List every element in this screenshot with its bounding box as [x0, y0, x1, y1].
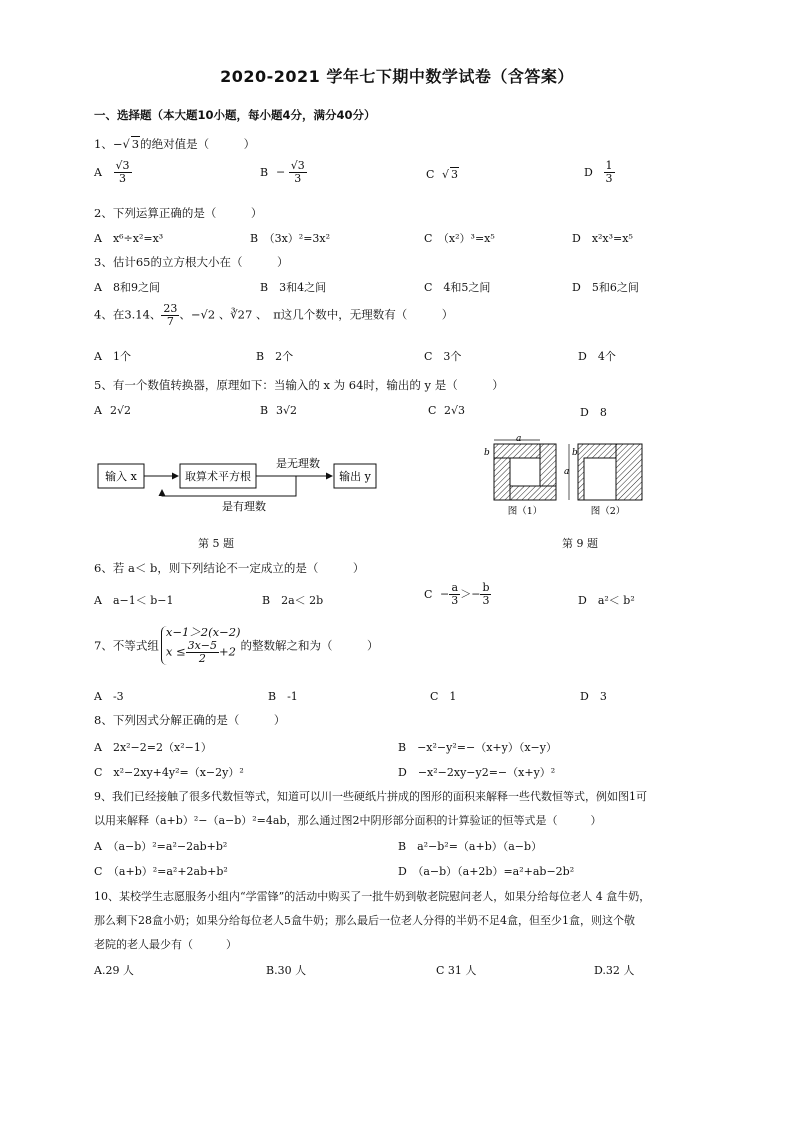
q6-option-b: B 2a＜ 2b	[262, 594, 324, 607]
fig1-a-label: a	[516, 434, 522, 444]
identity-figures	[480, 434, 660, 522]
q10-option-c: C 31 人	[436, 964, 477, 977]
flow-diagram	[96, 452, 386, 518]
q9-option-b: B a²−b²=（a+b）（a−b）	[398, 840, 543, 853]
q9-option-a: A （a−b）²=a²−2ab+b²	[94, 840, 228, 853]
q2-option-c: C （x²）³=x⁵	[424, 232, 495, 245]
q3-option-d: D 5和6之间	[572, 281, 639, 294]
question-10-line2: 那么剩下28盒小奶；如果分给每位老人5盒牛奶；那么最后一位老人分得的半奶不足4盒，但至少1盒，则这个敬	[94, 914, 635, 927]
question-4-stem: 4、在3.14、 $\frac{23}{7}$ 、−√2 、∛27 、 π这几个数中，无理数有（ ）	[94, 302, 454, 329]
q2-option-b: B （3x）²=3x²	[250, 232, 331, 245]
q7-option-a: A -3	[94, 690, 124, 703]
inequality-system: x−1＞2(x−2) x ≤ $\frac{3x-5}{2}$ +2	[161, 626, 241, 665]
question-5-stem: 5、有一个数值转换器，原理如下：当输入的 x 为 64时，输出的 y 是（ ）	[94, 378, 504, 392]
output-label: 输出 y	[339, 470, 371, 483]
question-8-stem: 8、下列因式分解正确的是（ ）	[94, 713, 286, 727]
rational-label: 是有理数	[222, 500, 266, 513]
q8-option-c: C x²−2xy+4y²=（x−2y）²	[94, 766, 244, 779]
fig2-b-label: b	[572, 448, 578, 458]
question-10-line3: 老院的老人最少有（ ）	[94, 938, 237, 951]
question-3-stem: 3、估计65的立方根大小在（ ）	[94, 255, 289, 269]
question-1-stem: 1、−√ 3的绝对值是（ ）	[94, 137, 256, 151]
q4-option-d: D 4个	[578, 350, 616, 363]
q5-option-b: B 3√2	[260, 404, 298, 417]
q5-option-a: A 2√2	[94, 404, 132, 417]
q10-option-b: B.30 人	[266, 964, 307, 977]
fig1-b-label: b	[484, 448, 490, 458]
q8-option-a: A 2x²−2=2（x²−1）	[94, 741, 212, 754]
q5-option-d: D 8	[580, 406, 607, 419]
question-9-line1: 9、我们已经接触了很多代数恒等式，知道可以川一些硬纸片拼成的图形的面积来解释一些代数恒等式，例如图1可	[94, 790, 647, 803]
q1-option-a: A $\frac{√3}{3}$	[94, 159, 130, 186]
question-2-stem: 2、下列运算正确的是（ ）	[94, 206, 263, 220]
q4-option-c: C 3个	[424, 350, 462, 363]
process-label: 取算术平方根	[185, 470, 251, 483]
question-6-stem: 6、若 a＜ b，则下列结论不一定成立的是（ ）	[94, 561, 365, 575]
q8-option-b: B −x²−y²=−（x+y）（x−y）	[398, 741, 557, 754]
figure-5-caption: 第 5 题	[198, 537, 234, 550]
q3-option-c: C 4和5之间	[424, 281, 491, 294]
input-label: 输入 x	[105, 470, 137, 483]
question-9-line2: 以用来解释（a+b）²−（a−b）²=4ab，那么通过图2中阴形部分面积的计算验证的恒等式是（ ）	[94, 814, 602, 827]
q5-option-c: C 2√3	[428, 404, 466, 417]
q1-option-b: B − $\frac{√3}{3}$	[260, 159, 305, 186]
q6-option-a: A a−1＜ b−1	[94, 594, 174, 607]
fig2-caption: 图（2）	[590, 506, 626, 517]
q8-option-d: D −x²−2xy−y2=−（x+y）²	[398, 766, 556, 779]
q6-option-c: C − $\frac{a}{3}$ ＞− $\frac{b}{3}$	[424, 581, 490, 608]
q4-option-b: B 2个	[256, 350, 294, 363]
q1-option-d: D $\frac{1}{3}$	[584, 159, 613, 186]
q7-option-d: D 3	[580, 690, 607, 703]
question-10-line1: 10、某校学生志愿服务小组内“学雷锋”的活动中购买了一批牛奶到敬老院慰问老人，如果分给每位老人 4 盒牛奶，	[94, 890, 651, 903]
q2-option-d: D x²x³=x⁵	[572, 232, 633, 245]
irrational-label: 是无理数	[276, 457, 320, 470]
question-7-stem: 7、不等式组 x−1＞2(x−2) x ≤ $\frac{3x-5}{2}$ +2 的整数解之和为（ ）	[94, 625, 379, 665]
q6-option-d: D a²＜ b²	[578, 594, 635, 607]
q3-option-a: A 8和9之间	[94, 281, 160, 294]
fig2-a-label: a	[564, 467, 570, 477]
q9-option-c: C （a+b）²=a²+2ab+b²	[94, 865, 228, 878]
q1-option-c: C √ 3	[426, 168, 459, 181]
q10-option-a: A.29 人	[94, 964, 134, 977]
q4-option-a: A 1个	[94, 350, 131, 363]
q2-option-a: A x⁶÷x²=x³	[94, 232, 164, 245]
fig1-caption: 图（1）	[507, 506, 543, 517]
q9-option-d: D （a−b）（a+2b）=a²+ab−2b²	[398, 865, 575, 878]
q7-option-b: B -1	[268, 690, 298, 703]
q10-option-d: D.32 人	[594, 964, 635, 977]
q3-option-b: B 3和4之间	[260, 281, 327, 294]
q7-option-c: C 1	[430, 690, 457, 703]
page-title: 2020-2021 学年七下期中数学试卷（含答案）	[220, 67, 574, 86]
section-heading: 一、选择题（本大题10小题，每小题4分，满分40分）	[94, 108, 376, 122]
figure-9-caption: 第 9 题	[562, 537, 598, 550]
